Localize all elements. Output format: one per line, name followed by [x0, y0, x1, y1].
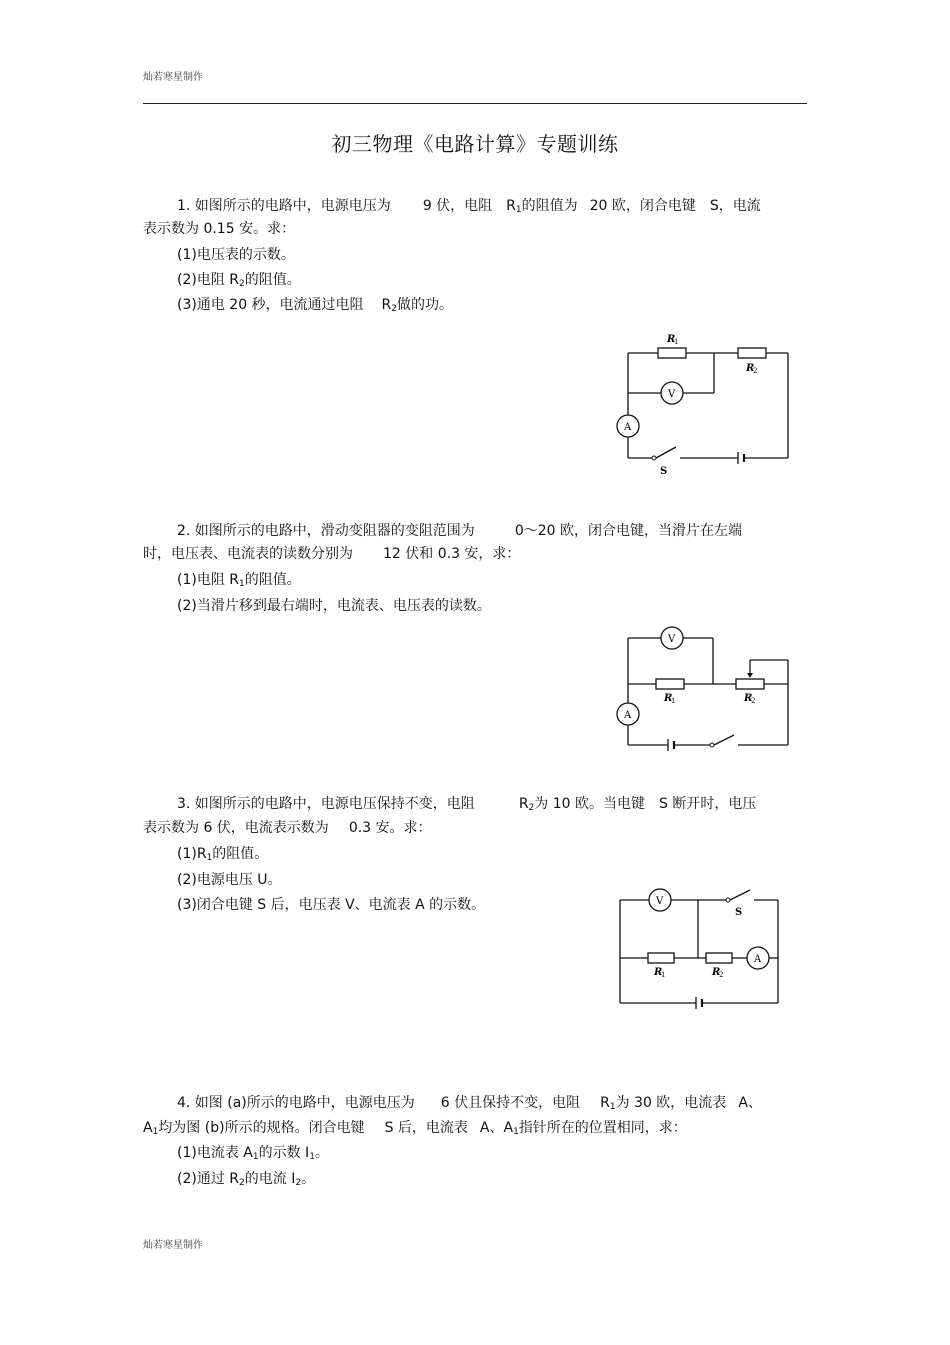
- svg-text:1: 1: [661, 971, 666, 979]
- header-text: 灿若寒星制作: [143, 72, 203, 83]
- svg-text:2: 2: [753, 367, 758, 375]
- q2-switch: [714, 735, 734, 745]
- q3-label-a: A: [754, 954, 762, 965]
- q2-label-r2: R: [744, 693, 753, 704]
- q2-label-r1: R: [664, 693, 673, 704]
- svg-text:2: 2: [751, 697, 756, 705]
- q1-resistor-r2: [738, 348, 766, 358]
- q1-label-v: V: [668, 389, 676, 400]
- svg-text:1: 1: [674, 338, 679, 346]
- q2-line-1: 2. 如图所示的电路中，滑动变阻器的变阻范围为 0～20 欧，闭合电键，当滑片在左端: [177, 523, 742, 539]
- q3-line-1: 3. 如图所示的电路中，电源电压保持不变，电阻 $R_2$为 10 欧。当电键 S 断开时，电压: [177, 796, 757, 813]
- q2-label-a: A: [624, 710, 632, 721]
- q1-part-3: (3)通电 20 秒，电流通过电阻 $R_2$做的功。: [177, 297, 454, 314]
- q3-part-1: $(1)R_1$的阻值。: [177, 846, 269, 863]
- q2-label-v: V: [668, 634, 676, 645]
- q1-label-a: A: [624, 422, 632, 433]
- q3-label-r1: R: [654, 967, 663, 978]
- q2-part-1: (1)电阻 $R_1$的阻值。: [177, 572, 301, 589]
- q3-part-3: (3)闭合电键 S 后，电压表 V、电流表 A 的示数。: [177, 897, 486, 913]
- q1-switch: [656, 447, 676, 458]
- footer-text: 灿若寒星制作: [143, 1240, 203, 1251]
- q1-label-s: S: [660, 466, 668, 477]
- q4-line-1: 4. 如图 (a)所示的电路中，电源电压为 6 伏且保持不变，电阻 $R_1$为 30 欧，电流表 A、: [177, 1095, 762, 1112]
- q3-resistor-r1: [648, 953, 674, 963]
- q1-resistor-r1: [658, 348, 686, 358]
- q3-circuit-diagram: [610, 880, 795, 1015]
- q1-circuit-diagram: [610, 325, 800, 480]
- q2-circuit-diagram: [610, 618, 800, 753]
- q1-label-r2: R: [746, 363, 755, 374]
- q4-part-2: (2)通过 $R_2$的电流 $I_2$。: [177, 1171, 316, 1188]
- header-divider: [143, 103, 807, 104]
- svg-text:1: 1: [671, 697, 676, 705]
- q1-part-2: (2)电阻 $R_2$的阻值。: [177, 272, 301, 289]
- q4-line-2: $A_1$均为图 (b)所示的规格。闭合电键 S 后，电流表 A、$A_1$指针所在的位置相同，求：: [143, 1120, 687, 1137]
- q1-label-r1: R: [667, 334, 676, 345]
- q3-label-v: V: [656, 896, 664, 907]
- q3-label-s: S: [735, 907, 743, 918]
- q3-label-r2: R: [712, 967, 721, 978]
- q2-rheostat-r2: [736, 679, 764, 689]
- q3-line-2: 表示数为 6 伏，电流表示数为 0.3 安。求：: [143, 820, 432, 836]
- q2-part-2: (2)当滑片移到最右端时，电流表、电压表的读数。: [177, 598, 491, 614]
- q2-resistor-r1: [656, 679, 684, 689]
- q4-part-1: (1)电流表 $A_1$的示数 $I_1$。: [177, 1145, 329, 1162]
- page-title: 初三物理《电路计算》专题训练: [331, 132, 619, 156]
- q1-part-1: (1)电压表的示数。: [177, 247, 295, 263]
- q1-line-1: 1. 如图所示的电路中，电源电压为 9 伏，电阻 $R_1$的阻值为 20 欧，闭合电键 S，电流: [177, 198, 761, 215]
- svg-text:2: 2: [719, 971, 724, 979]
- q3-switch: [730, 890, 750, 900]
- q3-part-2: (2)电源电压 U。: [177, 872, 282, 888]
- q3-resistor-r2: [706, 953, 732, 963]
- q2-line-2: 时，电压表、电流表的读数分别为 12 伏和 0.3 安，求：: [143, 546, 521, 562]
- q1-line-2: 表示数为 0.15 安。求：: [143, 221, 296, 237]
